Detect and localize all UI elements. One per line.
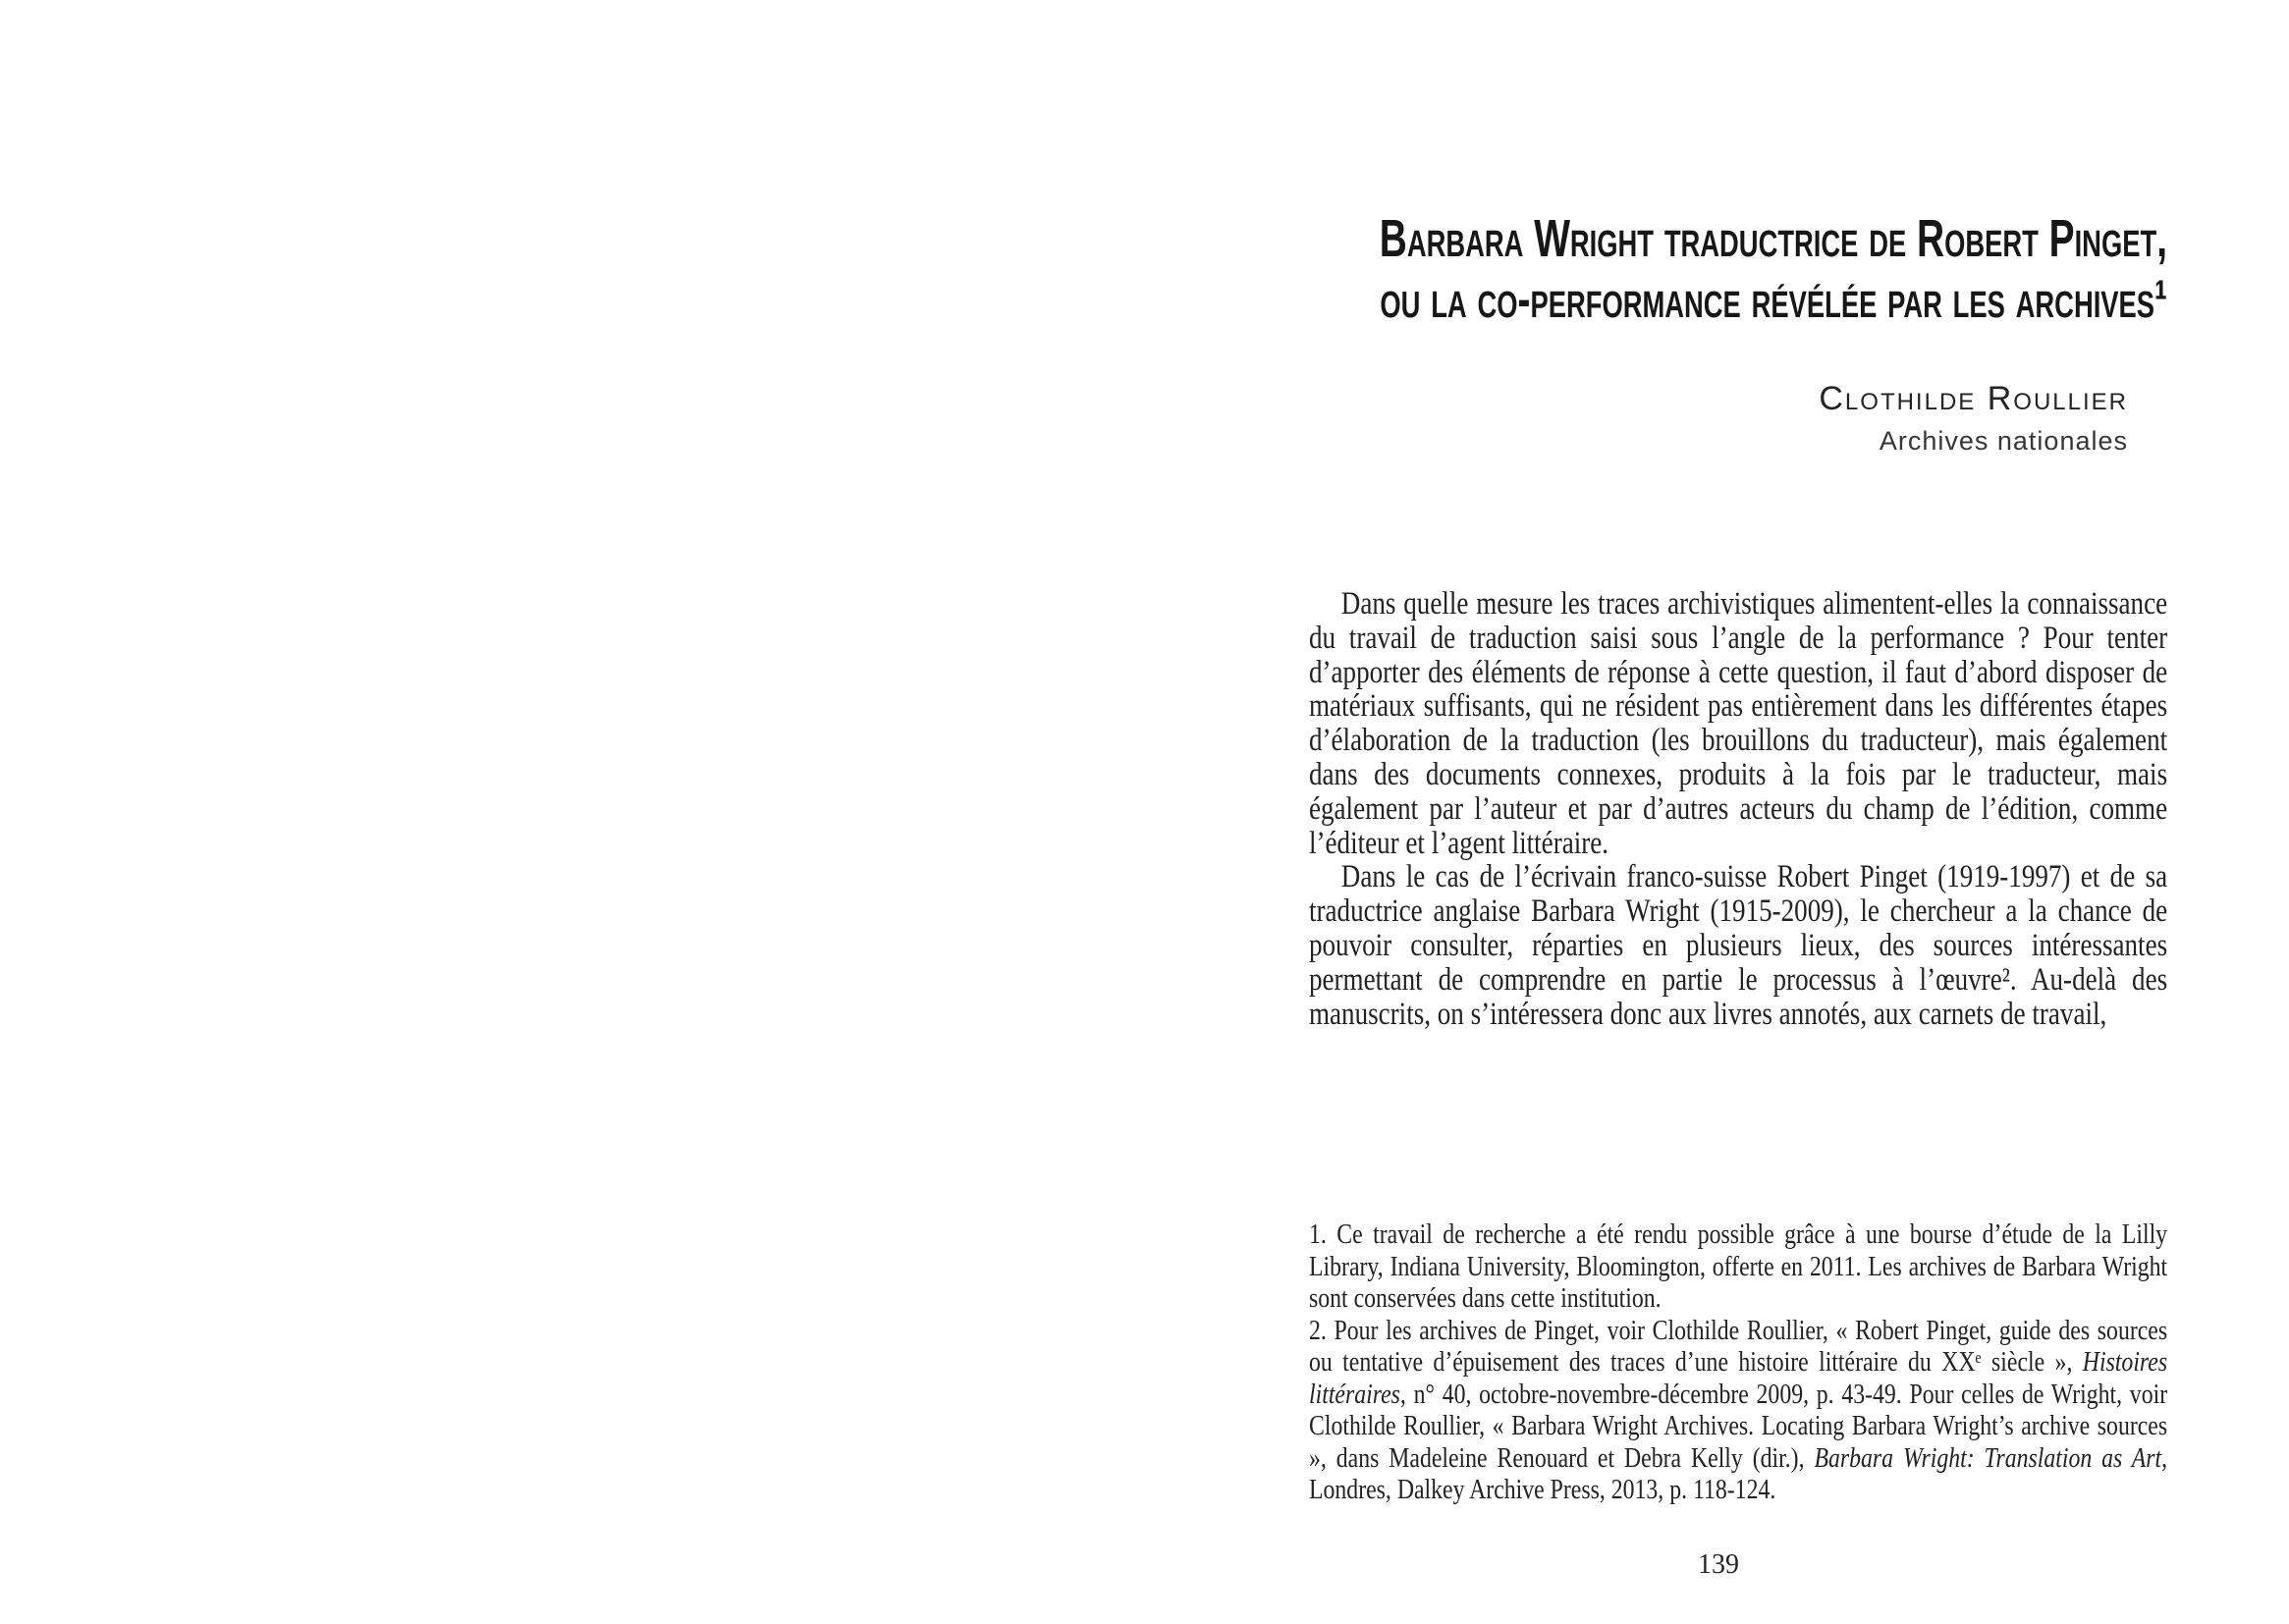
author-affiliation: Archives nationales — [1879, 426, 2128, 456]
body-paragraph-2: Dans le cas de l’écrivain franco-suisse Robert Pinget (1919-1997) et de sa traductrice anglaise Barbara Wright (1915-2009), le chercheur a la chance de pouvoir consulter, réparties en plusieurs lieux, des sources intéressantes permettant de comprendre en partie le processus à l’œuvre². Au-delà des manuscrits, on s’intéressera donc aux livres annotés, aux carnets de travail, — [1309, 859, 2168, 1032]
page-number: 139 — [1698, 1549, 1739, 1580]
footnote-2-seg-4: , Londres, Dalkey Archive Press, 2013, p. 118-124. — [1309, 1441, 2168, 1505]
body-paragraph-1: Dans quelle mesure les traces archivistiques alimentent-elles la connaissance du travail de traduction saisi sous l’angle de la performance ? Pour tenter d’apporter des éléments de réponse à cette question, il faut d’abord disposer de matériaux suffisants, qui ne résident pas entièrement dans les différentes étapes d’élaboration de la traduction (les brouillons du traducteur), mais également dans des documents connexes, produits à la fois par le traducteur, mais également par l’auteur et par d’autres acteurs du champ de l’édition, comme l’éditeur et l’agent littéraire. — [1309, 586, 2168, 861]
author-block — [1819, 379, 2128, 456]
footnote-1: 1. Ce travail de recherche a été rendu possible grâce à une bourse d’étude de la Lilly Library, Indiana University, Bloomington, offerte en 2011. Les archives de Barbara Wright sont conservées dans cette institution. — [1309, 1218, 2168, 1314]
article-title — [1177, 208, 2167, 330]
article-title-line2: ou la co-performance révélée par les archives¹ — [1380, 270, 2167, 330]
author-name: Clothilde Roullier — [1819, 380, 2128, 417]
footnote-2-journal-title: Histoires littéraires — [1309, 1346, 2168, 1410]
footnote-2-seg-0: 2. Pour les archives de Pinget, voir Clothilde Roullier, « Robert Pinget, guide des sources ou tentative d’épuisement des traces d’une histoire littéraire du XXᵉ siècle », — [1309, 1314, 2168, 1378]
footnote-2 — [1309, 1315, 2167, 1506]
footnotes — [1309, 1218, 2167, 1506]
body-text — [1309, 587, 2167, 1031]
article-title-line1: Barbara Wright traductrice de Robert Pinget, — [1379, 209, 2167, 269]
footnote-2-book-title: Barbara Wright: Translation as Art — [1814, 1441, 2162, 1474]
footnote-2-seg-2: , n° 40, octobre-novembre-décembre 2009, p. 43-49. Pour celles de Wright, voir Clothilde Roullier, « Barbara Wright Archives. Locating Barbara Wright’s archive sources », dans Madeleine Renouard et Debra Kelly (dir.), — [1309, 1378, 2168, 1474]
